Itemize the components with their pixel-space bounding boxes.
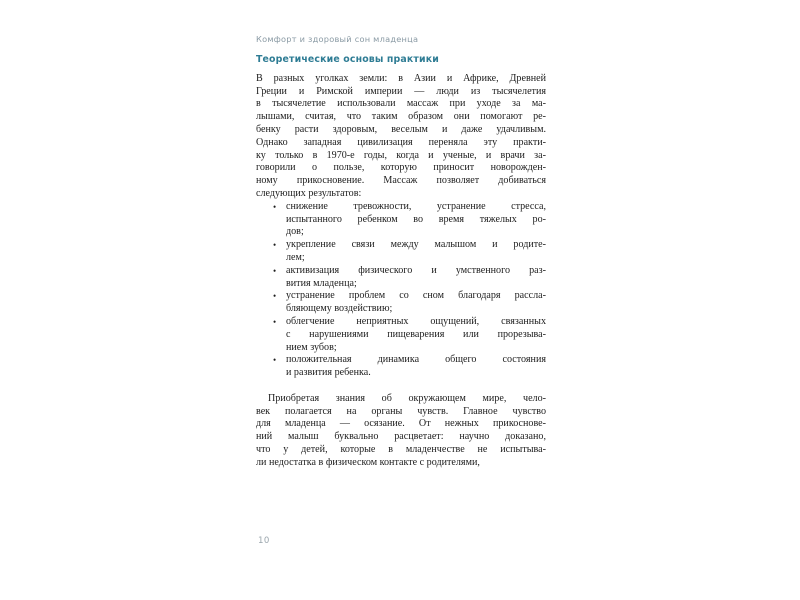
- list-item-text: нием зубов;: [286, 341, 337, 353]
- list-item-continuation: [256, 342, 546, 355]
- list-item-text: испытанного ребенком во время тяжелых ро-: [286, 213, 546, 225]
- text-line: В разных уголках земли: в Азии и Африке, Древней: [256, 72, 546, 84]
- bullet-icon: •: [273, 265, 277, 276]
- list-item-text: бляющему воздействию;: [286, 303, 393, 315]
- list-item: [256, 265, 546, 278]
- list-item-text: устранение проблем со сном благодаря рассла-: [286, 290, 546, 302]
- list-item-continuation: [256, 303, 546, 316]
- list-item-text: лем;: [286, 252, 305, 264]
- text-line: век полагается на органы чувств. Главное чувство: [256, 405, 546, 417]
- paragraph-gap: [256, 380, 546, 393]
- text-line: ному прикосновение. Массаж позволяет добиваться: [256, 175, 546, 187]
- list-item-text: дов;: [286, 226, 304, 238]
- list-item-text: с нарушениями пищеварения или прорезыва-: [286, 328, 546, 340]
- bullet-icon: •: [273, 355, 277, 366]
- text-line: ку только в 1970-е годы, когда и ученые, и врачи за-: [256, 149, 546, 161]
- bullet-icon: •: [273, 291, 277, 302]
- text-line: Греции и Римской империи — люди из тысячелетия: [256, 85, 546, 97]
- page-number: 10: [258, 536, 270, 546]
- list-item: [256, 354, 546, 367]
- massage-benefits-list: [256, 201, 546, 380]
- text-line: в тысячелетие использовали массаж при уходе за ма-: [256, 98, 546, 110]
- list-item: [256, 239, 546, 252]
- list-item: [256, 201, 546, 214]
- text-line: ний малыш буквально расцветает: научно доказано,: [256, 431, 546, 443]
- text-column: [256, 34, 546, 470]
- text-line: бенку расти здоровым, веселым и даже удачливым.: [256, 124, 546, 136]
- list-item-continuation: [256, 278, 546, 291]
- list-item-continuation: [256, 367, 546, 380]
- text-line: лышами, считая, что таким образом они помогают ре-: [256, 111, 546, 123]
- running-header: Комфорт и здоровый сон младенца: [256, 34, 419, 44]
- list-item-text: и развития ребенка.: [286, 367, 371, 379]
- text-line: Приобретая знания об окружающем мире, чело-: [268, 392, 546, 404]
- list-item: [256, 316, 546, 329]
- bullet-icon: •: [273, 240, 277, 251]
- list-item-text: снижение тревожности, устранение стресса,: [286, 200, 546, 212]
- text-line: Однако западная цивилизация переняла эту практи-: [256, 136, 546, 148]
- senses-paragraph: [256, 393, 546, 470]
- list-item-text: укрепление связи между малышом и родите-: [286, 239, 546, 251]
- text-line: что у детей, которые в младенчестве не испытыва-: [256, 443, 546, 455]
- bullet-icon: •: [273, 317, 277, 328]
- text-line: ли недостатка в физическом контакте с родителями,: [256, 456, 480, 468]
- section-heading: Теоретические основы практики: [256, 53, 439, 65]
- list-item-text: облегчение неприятных ощущений, связанных: [286, 316, 546, 328]
- list-item-text: вития младенца;: [286, 277, 357, 289]
- list-item-text: положительная динамика общего состояния: [286, 354, 546, 366]
- list-item-continuation: [256, 226, 546, 239]
- list-item-continuation: [256, 214, 546, 227]
- bullet-icon: •: [273, 201, 277, 212]
- list-item: [256, 290, 546, 303]
- intro-paragraph: [256, 73, 546, 201]
- text-line: говорили о пользе, которую приносит новорожден-: [256, 162, 546, 174]
- text-line: следующих результатов:: [256, 188, 362, 200]
- list-item-continuation: [256, 329, 546, 342]
- list-item-text: активизация физического и умственного раз-: [286, 264, 546, 276]
- text-line: для младенца — осязание. От нежных прикоснове-: [256, 418, 546, 430]
- list-item-continuation: [256, 252, 546, 265]
